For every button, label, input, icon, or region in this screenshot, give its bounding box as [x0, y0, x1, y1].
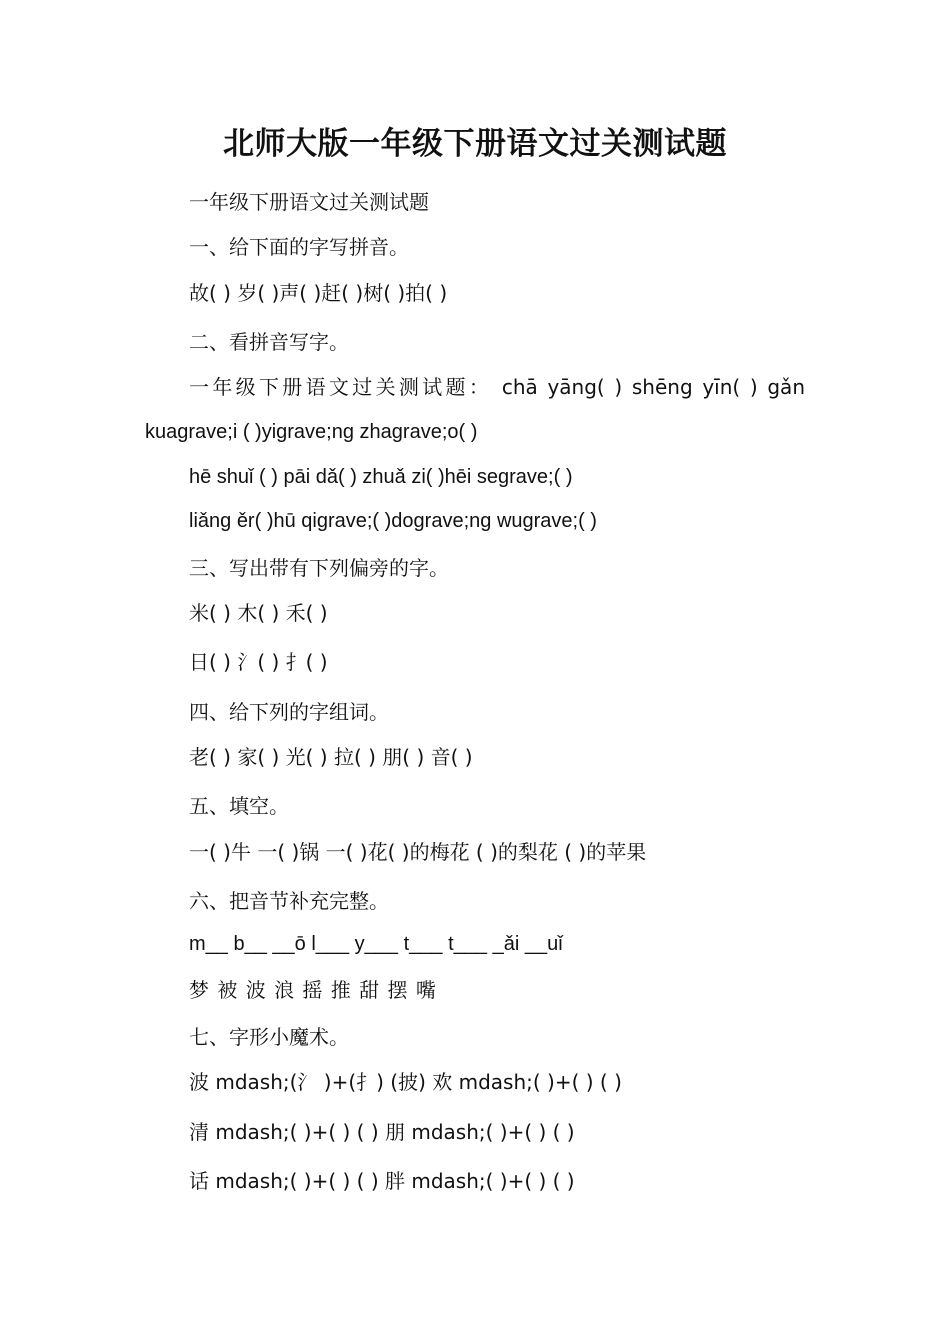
- section-2-content-line-3: hē shuǐ ( ) pāi dǎ( ) zhuǎ zi( )hēi segrave;( ): [189, 466, 573, 488]
- section-5-content: 一( )牛 一( )锅 一( )花( )的梅花 ( )的梨花 ( )的苹果: [189, 840, 647, 864]
- section-2-heading: 二、看拼音写字。: [189, 330, 349, 354]
- section-4-heading: 四、给下列的字组词。: [189, 700, 389, 724]
- subtitle-line: 一年级下册语文过关测试题: [189, 190, 429, 214]
- section-6-characters: 梦 被 波 浪 摇 推 甜 摆 嘴: [189, 978, 436, 1002]
- section-7-content-line-2: 清 mdash;( )+( ) ( ) 朋 mdash;( )+( ) ( ): [189, 1120, 575, 1144]
- section-5-heading: 五、填空。: [189, 794, 289, 818]
- section-3-content-line-2: 日( ) 氵( ) 扌( ): [189, 650, 328, 674]
- section-2-content-line-1: 一年级下册语文过关测试题： chā yāng( ) shēng yīn( ) gǎn: [189, 375, 805, 399]
- section-3-heading: 三、写出带有下列偏旁的字。: [189, 556, 449, 580]
- section-6-content: m__ b__ __ō l___ y___ t___ t___ _ǎi __uǐ: [189, 933, 563, 955]
- section-3-content-line-1: 米( ) 木( ) 禾( ): [189, 601, 328, 625]
- section-6-heading: 六、把音节补充完整。: [189, 889, 389, 913]
- document-title: 北师大版一年级下册语文过关测试题: [223, 126, 727, 162]
- section-1-heading: 一、给下面的字写拼音。: [189, 235, 409, 259]
- section-2-content-line-4: liǎng ěr( )hū qigrave;( )dograve;ng wugrave;( ): [189, 510, 597, 532]
- section-7-content-line-1: 波 mdash;(氵 )+(扌) (披) 欢 mdash;( )+( ) ( ): [189, 1070, 622, 1094]
- section-2-content-line-2: kuagrave;i ( )yigrave;ng zhagrave;o( ): [145, 421, 478, 443]
- section-7-heading: 七、字形小魔术。: [189, 1025, 349, 1049]
- section-1-content: 故( ) 岁( )声( )赶( )树( )拍( ): [189, 281, 448, 305]
- section-4-content: 老( ) 家( ) 光( ) 拉( ) 朋( ) 音( ): [189, 745, 473, 769]
- section-7-content-line-3: 话 mdash;( )+( ) ( ) 胖 mdash;( )+( ) ( ): [189, 1169, 575, 1193]
